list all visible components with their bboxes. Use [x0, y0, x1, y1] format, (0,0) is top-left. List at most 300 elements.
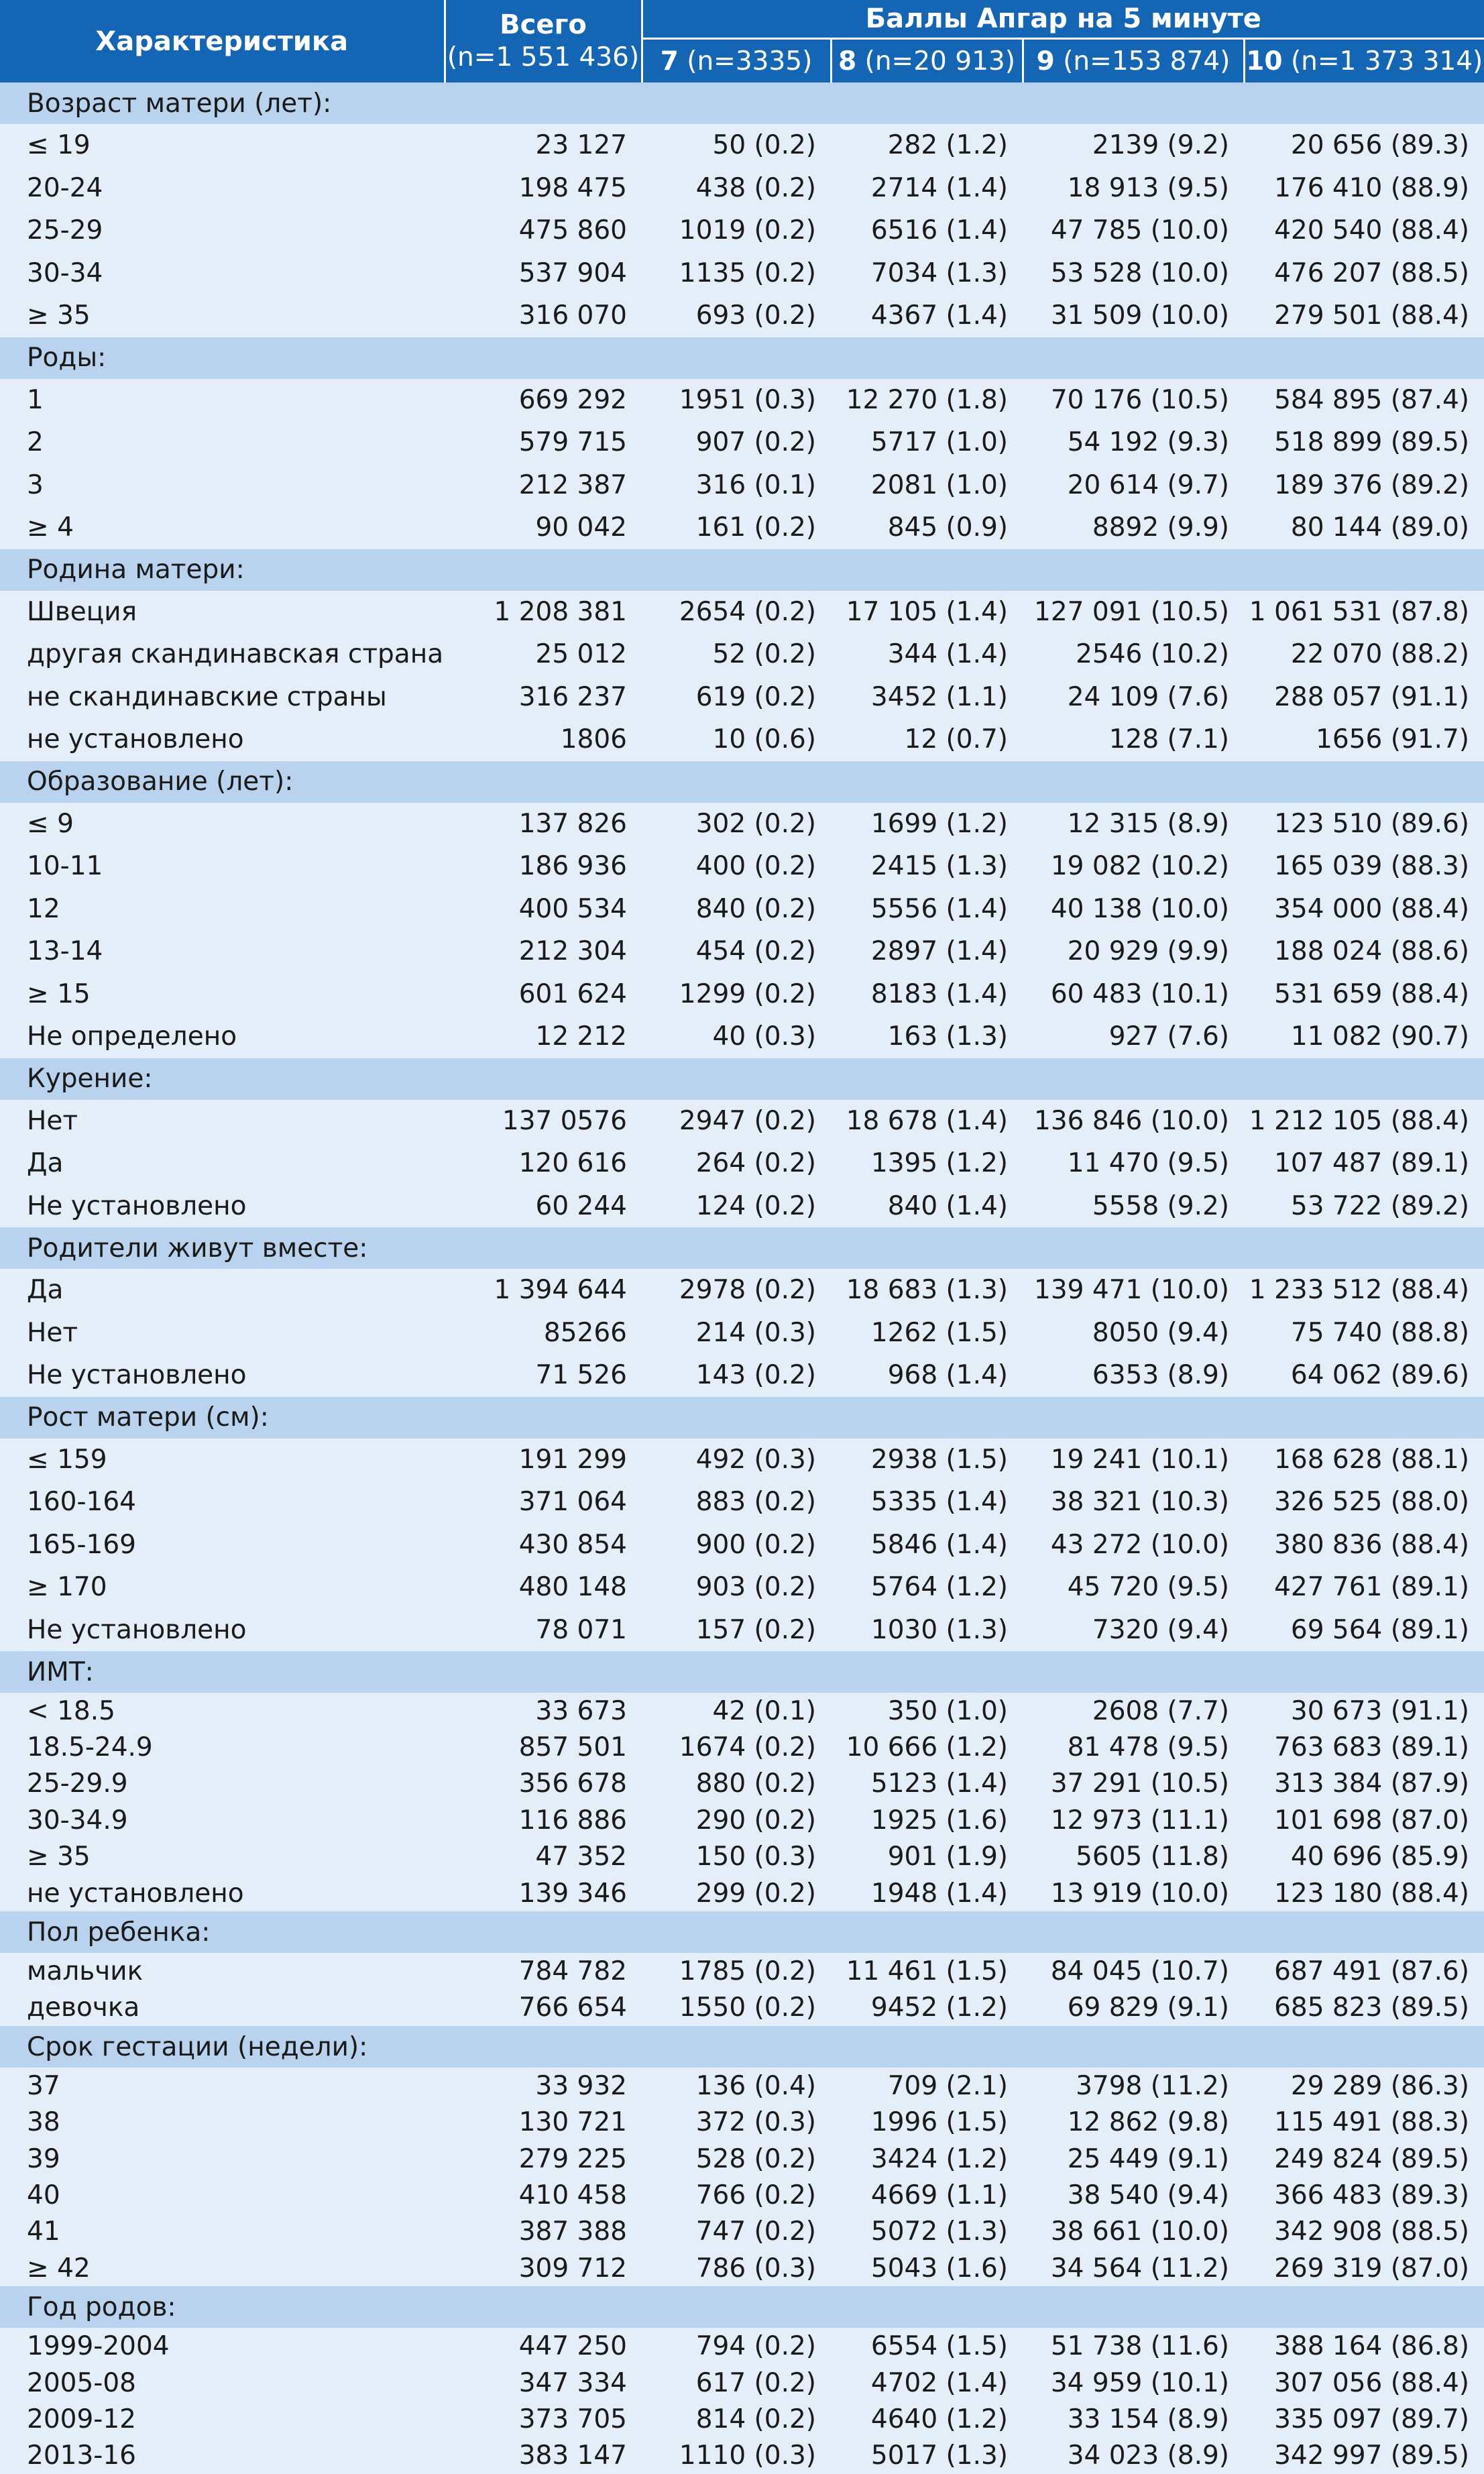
row-label: ≥ 4 — [27, 512, 74, 543]
apgar-10-cell: 1 233 512 (88.4) — [1249, 1275, 1470, 1306]
row-label: ≥ 15 — [27, 978, 91, 1009]
apgar-9-cell: 139 471 (10.0) — [1034, 1275, 1229, 1306]
apgar-8-cell: 12 270 (1.8) — [846, 384, 1008, 415]
section-header-row — [0, 2286, 1484, 2328]
row-label: Да — [27, 1275, 64, 1306]
row-label: ≤ 19 — [27, 130, 91, 161]
apgar-9-cell: 2546 (10.2) — [1076, 639, 1229, 670]
total-cell: 23 127 — [535, 130, 627, 161]
apgar-10-cell: 354 000 (88.4) — [1274, 893, 1470, 924]
apgar-9-cell: 38 661 (10.0) — [1050, 2216, 1229, 2247]
apgar-9-cell: 53 528 (10.0) — [1050, 258, 1229, 288]
apgar-10-cell: 53 722 (89.2) — [1290, 1190, 1470, 1221]
apgar-7-cell: 907 (0.2) — [695, 427, 816, 458]
section-title: Роды: — [0, 337, 1484, 379]
table-row — [0, 2214, 1484, 2250]
table-row — [0, 1100, 1484, 1143]
apgar-9-cell: 5605 (11.8) — [1076, 1842, 1229, 1872]
total-cell: 137 826 — [518, 808, 627, 839]
row-label: девочка — [27, 1992, 140, 2023]
section-title: Срок гестации (недели): — [0, 2026, 1484, 2068]
total-cell: 1 394 644 — [494, 1275, 627, 1306]
header-score-10: 10 (n=1 373 314) — [1244, 39, 1484, 83]
apgar-9-cell: 20 614 (9.7) — [1067, 469, 1229, 500]
header-score-9: 9 (n=153 874) — [1023, 39, 1244, 83]
apgar-10-cell: 687 491 (87.6) — [1274, 1956, 1470, 1987]
table-row — [0, 888, 1484, 931]
total-cell: 78 071 — [535, 1614, 627, 1645]
table-row — [0, 1875, 1484, 1911]
apgar-8-cell: 4669 (1.1) — [870, 2180, 1008, 2210]
row-label: мальчик — [27, 1956, 144, 1987]
apgar-8-cell: 17 105 (1.4) — [846, 596, 1008, 627]
total-cell: 383 147 — [518, 2440, 627, 2471]
apgar-8-cell: 1948 (1.4) — [870, 1878, 1008, 1909]
apgar-7-cell: 1785 (0.2) — [679, 1956, 816, 1987]
apgar-10-cell: 342 908 (88.5) — [1274, 2216, 1470, 2247]
table-row — [0, 1766, 1484, 1802]
row-label: 38 — [27, 2107, 60, 2138]
apgar-9-cell: 51 738 (11.6) — [1050, 2331, 1229, 2362]
total-cell: 430 854 — [518, 1529, 627, 1560]
row-label: 12 — [27, 893, 60, 924]
apgar-9-cell: 24 109 (7.6) — [1067, 681, 1229, 712]
table-row — [0, 2068, 1484, 2104]
apgar-8-cell: 2897 (1.4) — [870, 936, 1008, 967]
apgar-8-cell: 4640 (1.2) — [870, 2404, 1008, 2434]
total-cell: 85266 — [543, 1317, 627, 1348]
apgar-9-cell: 31 509 (10.0) — [1050, 300, 1229, 331]
total-cell: 120 616 — [518, 1148, 627, 1179]
row-label: 2009-12 — [27, 2404, 136, 2434]
apgar-8-cell: 5072 (1.3) — [870, 2216, 1008, 2247]
section-title: Возраст матери (лет): — [0, 82, 1484, 124]
row-label: другая скандинавская страна — [27, 639, 444, 670]
table-row — [0, 1693, 1484, 1729]
total-cell: 400 534 — [518, 893, 627, 924]
apgar-8-cell: 1699 (1.2) — [870, 808, 1008, 839]
apgar-9-cell: 34 959 (10.1) — [1050, 2367, 1229, 2398]
section-title: Образование (лет): — [0, 761, 1484, 803]
apgar-8-cell: 8183 (1.4) — [870, 978, 1008, 1009]
total-cell: 279 225 — [518, 2143, 627, 2174]
table-row — [0, 421, 1484, 464]
section-title: Родина матери: — [0, 549, 1484, 591]
apgar-7-cell: 50 (0.2) — [712, 130, 816, 161]
row-label: 41 — [27, 2216, 60, 2247]
apgar-10-cell: 189 376 (89.2) — [1274, 469, 1470, 500]
section-title: ИМТ: — [0, 1651, 1484, 1693]
table-row — [0, 930, 1484, 973]
apgar-7-cell: 492 (0.3) — [695, 1444, 816, 1475]
row-label: ≤ 9 — [27, 808, 74, 839]
apgar-7-cell: 302 (0.2) — [695, 808, 816, 839]
row-label: 2 — [27, 427, 44, 458]
total-cell: 33 932 — [535, 2070, 627, 2101]
total-cell: 475 860 — [518, 215, 627, 246]
row-label: < 18.5 — [27, 1695, 115, 1726]
row-label: 25-29.9 — [27, 1768, 128, 1799]
apgar-9-cell: 43 272 (10.0) — [1050, 1529, 1229, 1560]
section-header-row — [0, 1227, 1484, 1269]
apgar-8-cell: 5764 (1.2) — [870, 1572, 1008, 1603]
apgar-9-cell: 25 449 (9.1) — [1067, 2143, 1229, 2174]
section-title: Год родов: — [0, 2286, 1484, 2328]
row-label: 37 — [27, 2070, 60, 2101]
apgar-10-cell: 80 144 (89.0) — [1290, 512, 1470, 543]
total-cell: 537 904 — [518, 258, 627, 288]
total-cell: 1806 — [560, 724, 627, 755]
row-label: 3 — [27, 469, 44, 500]
total-cell: 766 654 — [518, 1992, 627, 2023]
section-header-row — [0, 82, 1484, 124]
apgar-10-cell: 107 487 (89.1) — [1274, 1148, 1470, 1179]
total-cell: 410 458 — [518, 2180, 627, 2210]
row-label: 18.5-24.9 — [27, 1732, 153, 1763]
table-row — [0, 1015, 1484, 1058]
table-row — [0, 2104, 1484, 2141]
table-row — [0, 379, 1484, 422]
section-header-row — [0, 1651, 1484, 1693]
apgar-8-cell: 11 461 (1.5) — [846, 1956, 1008, 1987]
apgar-9-cell: 20 929 (9.9) — [1067, 936, 1229, 967]
row-label: Нет — [27, 1105, 78, 1136]
apgar-9-cell: 33 154 (8.9) — [1067, 2404, 1229, 2434]
apgar-8-cell: 1925 (1.6) — [870, 1805, 1008, 1836]
total-cell: 669 292 — [518, 384, 627, 415]
apgar-7-cell: 1674 (0.2) — [679, 1732, 816, 1763]
apgar-8-cell: 2938 (1.5) — [870, 1444, 1008, 1475]
apgar-10-cell: 476 207 (88.5) — [1274, 258, 1470, 288]
table-row — [0, 2177, 1484, 2213]
section-header-row — [0, 549, 1484, 591]
table-row — [0, 1524, 1484, 1567]
apgar-10-cell: 342 997 (89.5) — [1274, 2440, 1470, 2471]
row-label: 10-11 — [27, 851, 103, 882]
row-label: не скандинавские страны — [27, 681, 387, 712]
row-label: 13-14 — [27, 936, 103, 967]
table-row — [0, 845, 1484, 888]
apgar-10-cell: 29 289 (86.3) — [1290, 2070, 1470, 2101]
apgar-7-cell: 766 (0.2) — [695, 2180, 816, 2210]
apgar-7-cell: 214 (0.3) — [695, 1317, 816, 1348]
apgar-9-cell: 47 785 (10.0) — [1050, 215, 1229, 246]
table-row — [0, 1354, 1484, 1397]
table-row — [0, 2401, 1484, 2437]
apgar-7-cell: 1550 (0.2) — [679, 1992, 816, 2023]
table-row — [0, 1312, 1484, 1355]
apgar-7-cell: 2654 (0.2) — [679, 596, 816, 627]
apgar-10-cell: 518 899 (89.5) — [1274, 427, 1470, 458]
apgar-9-cell: 127 091 (10.5) — [1034, 596, 1229, 627]
total-cell: 139 346 — [518, 1878, 627, 1909]
table-row — [0, 209, 1484, 252]
apgar-10-cell: 11 082 (90.7) — [1290, 1021, 1470, 1052]
apgar-7-cell: 794 (0.2) — [695, 2331, 816, 2362]
apgar-10-cell: 249 824 (89.5) — [1274, 2143, 1470, 2174]
apgar-8-cell: 840 (1.4) — [887, 1190, 1008, 1221]
table-row — [0, 1269, 1484, 1312]
apgar-7-cell: 1951 (0.3) — [679, 384, 816, 415]
apgar-10-cell: 269 319 (87.0) — [1274, 2253, 1470, 2284]
apgar-9-cell: 34 564 (11.2) — [1050, 2253, 1229, 2284]
table-row — [0, 973, 1484, 1016]
apgar-7-cell: 1110 (0.3) — [679, 2440, 816, 2471]
row-label: 2005-08 — [27, 2367, 136, 2398]
row-label: Не установлено — [27, 1614, 247, 1645]
row-label: 30-34.9 — [27, 1805, 128, 1836]
apgar-8-cell: 2081 (1.0) — [870, 469, 1008, 500]
apgar-9-cell: 38 321 (10.3) — [1050, 1487, 1229, 1518]
apgar-8-cell: 6554 (1.5) — [870, 2331, 1008, 2362]
header-characteristic: Характеристика — [0, 0, 445, 82]
apgar-8-cell: 3424 (1.2) — [870, 2143, 1008, 2174]
apgar-7-cell: 372 (0.3) — [695, 2107, 816, 2138]
total-cell: 212 387 — [518, 469, 627, 500]
apgar-8-cell: 5043 (1.6) — [870, 2253, 1008, 2284]
apgar-10-cell: 279 501 (88.4) — [1274, 300, 1470, 331]
section-title: Курение: — [0, 1058, 1484, 1100]
section-header-row — [0, 1058, 1484, 1100]
apgar-9-cell: 136 846 (10.0) — [1034, 1105, 1229, 1136]
apgar-10-cell: 64 062 (89.6) — [1290, 1360, 1470, 1391]
apgar-8-cell: 901 (1.9) — [887, 1842, 1008, 1872]
apgar-7-cell: 454 (0.2) — [695, 936, 816, 967]
apgar-10-cell: 30 673 (91.1) — [1290, 1695, 1470, 1726]
apgar-8-cell: 968 (1.4) — [887, 1360, 1008, 1391]
apgar-9-cell: 128 (7.1) — [1108, 724, 1229, 755]
header-total-n: (n=1 551 436) — [447, 42, 640, 73]
apgar-10-cell: 335 097 (89.7) — [1274, 2404, 1470, 2434]
apgar-8-cell: 350 (1.0) — [887, 1695, 1008, 1726]
apgar-7-cell: 619 (0.2) — [695, 681, 816, 712]
apgar-8-cell: 1395 (1.2) — [870, 1148, 1008, 1179]
total-cell: 601 624 — [518, 978, 627, 1009]
table-row — [0, 2141, 1484, 2177]
apgar-9-cell: 84 045 (10.7) — [1050, 1956, 1229, 1987]
apgar-9-cell: 54 192 (9.3) — [1067, 427, 1229, 458]
header-total-label: Всего — [500, 9, 587, 41]
apgar-10-cell: 40 696 (85.9) — [1290, 1842, 1470, 1872]
row-label: 30-34 — [27, 258, 103, 288]
header-apgar-group: Баллы Апгар на 5 минуте — [642, 0, 1484, 39]
row-label: 2013-16 — [27, 2440, 136, 2471]
table-row — [0, 1609, 1484, 1652]
table-row — [0, 1185, 1484, 1228]
apgar-10-cell: 763 683 (89.1) — [1274, 1732, 1470, 1763]
apgar-9-cell: 8050 (9.4) — [1092, 1317, 1229, 1348]
apgar-7-cell: 264 (0.2) — [695, 1148, 816, 1179]
section-header-row — [0, 1911, 1484, 1953]
apgar-9-cell: 2139 (9.2) — [1092, 130, 1229, 161]
apgar-9-cell: 2608 (7.7) — [1092, 1695, 1229, 1726]
row-label: не установлено — [27, 1878, 244, 1909]
table-row — [0, 1439, 1484, 1481]
apgar-7-cell: 143 (0.2) — [695, 1360, 816, 1391]
table-row — [0, 803, 1484, 846]
row-label: Не установлено — [27, 1360, 247, 1391]
apgar-7-cell: 136 (0.4) — [695, 2070, 816, 2101]
apgar-7-cell: 883 (0.2) — [695, 1487, 816, 1518]
header-total — [445, 0, 642, 82]
apgar-7-cell: 2947 (0.2) — [679, 1105, 816, 1136]
apgar-10-cell: 288 057 (91.1) — [1274, 681, 1470, 712]
apgar-8-cell: 4367 (1.4) — [870, 300, 1008, 331]
apgar-7-cell: 1135 (0.2) — [679, 258, 816, 288]
apgar-7-cell: 40 (0.3) — [712, 1021, 816, 1052]
apgar-9-cell: 5558 (9.2) — [1092, 1190, 1229, 1221]
apgar-7-cell: 903 (0.2) — [695, 1572, 816, 1603]
apgar-8-cell: 1996 (1.5) — [870, 2107, 1008, 2138]
table-header — [0, 0, 1484, 82]
apgar-7-cell: 840 (0.2) — [695, 893, 816, 924]
section-title: Пол ребенка: — [0, 1911, 1484, 1953]
section-header-row — [0, 337, 1484, 379]
total-cell: 186 936 — [518, 851, 627, 882]
total-cell: 387 388 — [518, 2216, 627, 2247]
apgar-8-cell: 163 (1.3) — [887, 1021, 1008, 1052]
total-cell: 33 673 — [535, 1695, 627, 1726]
row-label: Да — [27, 1148, 64, 1179]
header-score-8: 8 (n=20 913) — [831, 39, 1023, 83]
total-cell: 1 208 381 — [494, 596, 627, 627]
apgar-9-cell: 12 973 (11.1) — [1050, 1805, 1229, 1836]
apgar-7-cell: 290 (0.2) — [695, 1805, 816, 1836]
apgar-10-cell: 1 212 105 (88.4) — [1249, 1105, 1470, 1136]
row-label: не установлено — [27, 724, 244, 755]
apgar-9-cell: 60 483 (10.1) — [1050, 978, 1229, 1009]
apgar-10-cell: 115 491 (88.3) — [1274, 2107, 1470, 2138]
row-label: Не определено — [27, 1021, 237, 1052]
apgar-8-cell: 5846 (1.4) — [870, 1529, 1008, 1560]
apgar-10-cell: 313 384 (87.9) — [1274, 1768, 1470, 1799]
apgar-8-cell: 18 683 (1.3) — [846, 1275, 1008, 1306]
table-row — [0, 124, 1484, 167]
apgar-7-cell: 316 (0.1) — [695, 469, 816, 500]
apgar-9-cell: 19 082 (10.2) — [1050, 851, 1229, 882]
apgar-10-cell: 75 740 (88.8) — [1290, 1317, 1470, 1348]
apgar-10-cell: 69 564 (89.1) — [1290, 1614, 1470, 1645]
row-label: 1 — [27, 384, 44, 415]
total-cell: 356 678 — [518, 1768, 627, 1799]
apgar-9-cell: 69 829 (9.1) — [1067, 1992, 1229, 2023]
apgar-8-cell: 7034 (1.3) — [870, 258, 1008, 288]
total-cell: 116 886 — [518, 1805, 627, 1836]
row-label: 1999-2004 — [27, 2331, 170, 2362]
apgar-8-cell: 344 (1.4) — [887, 639, 1008, 670]
apgar-8-cell: 2415 (1.3) — [870, 851, 1008, 882]
table-body — [0, 82, 1484, 2474]
apgar-8-cell: 18 678 (1.4) — [846, 1105, 1008, 1136]
section-title: Рост матери (см): — [0, 1397, 1484, 1439]
table-row — [0, 1990, 1484, 2026]
total-cell: 137 0576 — [502, 1105, 627, 1136]
row-label: Нет — [27, 1317, 78, 1348]
section-title: Родители живут вместе: — [0, 1227, 1484, 1269]
apgar-9-cell: 70 176 (10.5) — [1050, 384, 1229, 415]
apgar-8-cell: 5335 (1.4) — [870, 1487, 1008, 1518]
apgar-9-cell: 12 862 (9.8) — [1067, 2107, 1229, 2138]
row-label: 165-169 — [27, 1529, 136, 1560]
apgar-7-cell: 42 (0.1) — [712, 1695, 816, 1726]
apgar-10-cell: 20 656 (89.3) — [1290, 130, 1470, 161]
apgar-7-cell: 900 (0.2) — [695, 1529, 816, 1560]
table-row — [0, 1953, 1484, 1989]
apgar-7-cell: 438 (0.2) — [695, 172, 816, 203]
table-row — [0, 2438, 1484, 2474]
apgar-10-cell: 165 039 (88.3) — [1274, 851, 1470, 882]
apgar-10-cell: 22 070 (88.2) — [1290, 639, 1470, 670]
row-label: 39 — [27, 2143, 60, 2174]
apgar-10-cell: 427 761 (89.1) — [1274, 1572, 1470, 1603]
section-header-row — [0, 2026, 1484, 2068]
total-cell: 316 070 — [518, 300, 627, 331]
apgar-10-cell: 176 410 (88.9) — [1274, 172, 1470, 203]
table-row — [0, 506, 1484, 549]
row-label: ≥ 35 — [27, 1842, 91, 1872]
apgar-10-cell: 584 895 (87.4) — [1274, 384, 1470, 415]
total-cell: 191 299 — [518, 1444, 627, 1475]
apgar-7-cell: 2978 (0.2) — [679, 1275, 816, 1306]
apgar-10-cell: 101 698 (87.0) — [1274, 1805, 1470, 1836]
section-header-row — [0, 761, 1484, 803]
table-row — [0, 2250, 1484, 2286]
apgar-9-cell: 34 023 (8.9) — [1067, 2440, 1229, 2471]
apgar-9-cell: 6353 (8.9) — [1092, 1360, 1229, 1391]
apgar-7-cell: 747 (0.2) — [695, 2216, 816, 2247]
table-row — [0, 591, 1484, 634]
apgar-8-cell: 5017 (1.3) — [870, 2440, 1008, 2471]
apgar-8-cell: 6516 (1.4) — [870, 215, 1008, 246]
apgar-7-cell: 161 (0.2) — [695, 512, 816, 543]
apgar-8-cell: 282 (1.2) — [887, 130, 1008, 161]
apgar-7-cell: 1299 (0.2) — [679, 978, 816, 1009]
apgar-7-cell: 299 (0.2) — [695, 1878, 816, 1909]
total-cell: 25 012 — [535, 639, 627, 670]
table-row — [0, 167, 1484, 210]
apgar-9-cell: 13 919 (10.0) — [1050, 1878, 1229, 1909]
apgar-10-cell: 188 024 (88.6) — [1274, 936, 1470, 967]
apgar-8-cell: 1030 (1.3) — [870, 1614, 1008, 1645]
apgar-10-cell: 1 061 531 (87.8) — [1249, 596, 1470, 627]
apgar-7-cell: 52 (0.2) — [712, 639, 816, 670]
table-row — [0, 2328, 1484, 2364]
total-cell: 371 064 — [518, 1487, 627, 1518]
apgar-9-cell: 40 138 (10.0) — [1050, 893, 1229, 924]
total-cell: 90 042 — [535, 512, 627, 543]
row-label: ≥ 35 — [27, 300, 91, 331]
apgar-7-cell: 814 (0.2) — [695, 2404, 816, 2434]
row-label: Не установлено — [27, 1190, 247, 1221]
apgar-10-cell: 366 483 (89.3) — [1274, 2180, 1470, 2210]
row-label: 40 — [27, 2180, 60, 2210]
apgar-9-cell: 11 470 (9.5) — [1067, 1148, 1229, 1179]
table-row — [0, 464, 1484, 507]
table-row — [0, 1566, 1484, 1609]
apgar-10-cell: 420 540 (88.4) — [1274, 215, 1470, 246]
table-row — [0, 633, 1484, 676]
total-cell: 784 782 — [518, 1956, 627, 1987]
apgar-7-cell: 150 (0.3) — [695, 1842, 816, 1872]
row-label: ≥ 170 — [27, 1572, 107, 1603]
apgar-8-cell: 12 (0.7) — [904, 724, 1008, 755]
apgar-8-cell: 1262 (1.5) — [870, 1317, 1008, 1348]
apgar-7-cell: 880 (0.2) — [695, 1768, 816, 1799]
apgar-7-cell: 693 (0.2) — [695, 300, 816, 331]
row-label: 25-29 — [27, 215, 103, 246]
table-row — [0, 1729, 1484, 1765]
apgar-9-cell: 12 315 (8.9) — [1067, 808, 1229, 839]
